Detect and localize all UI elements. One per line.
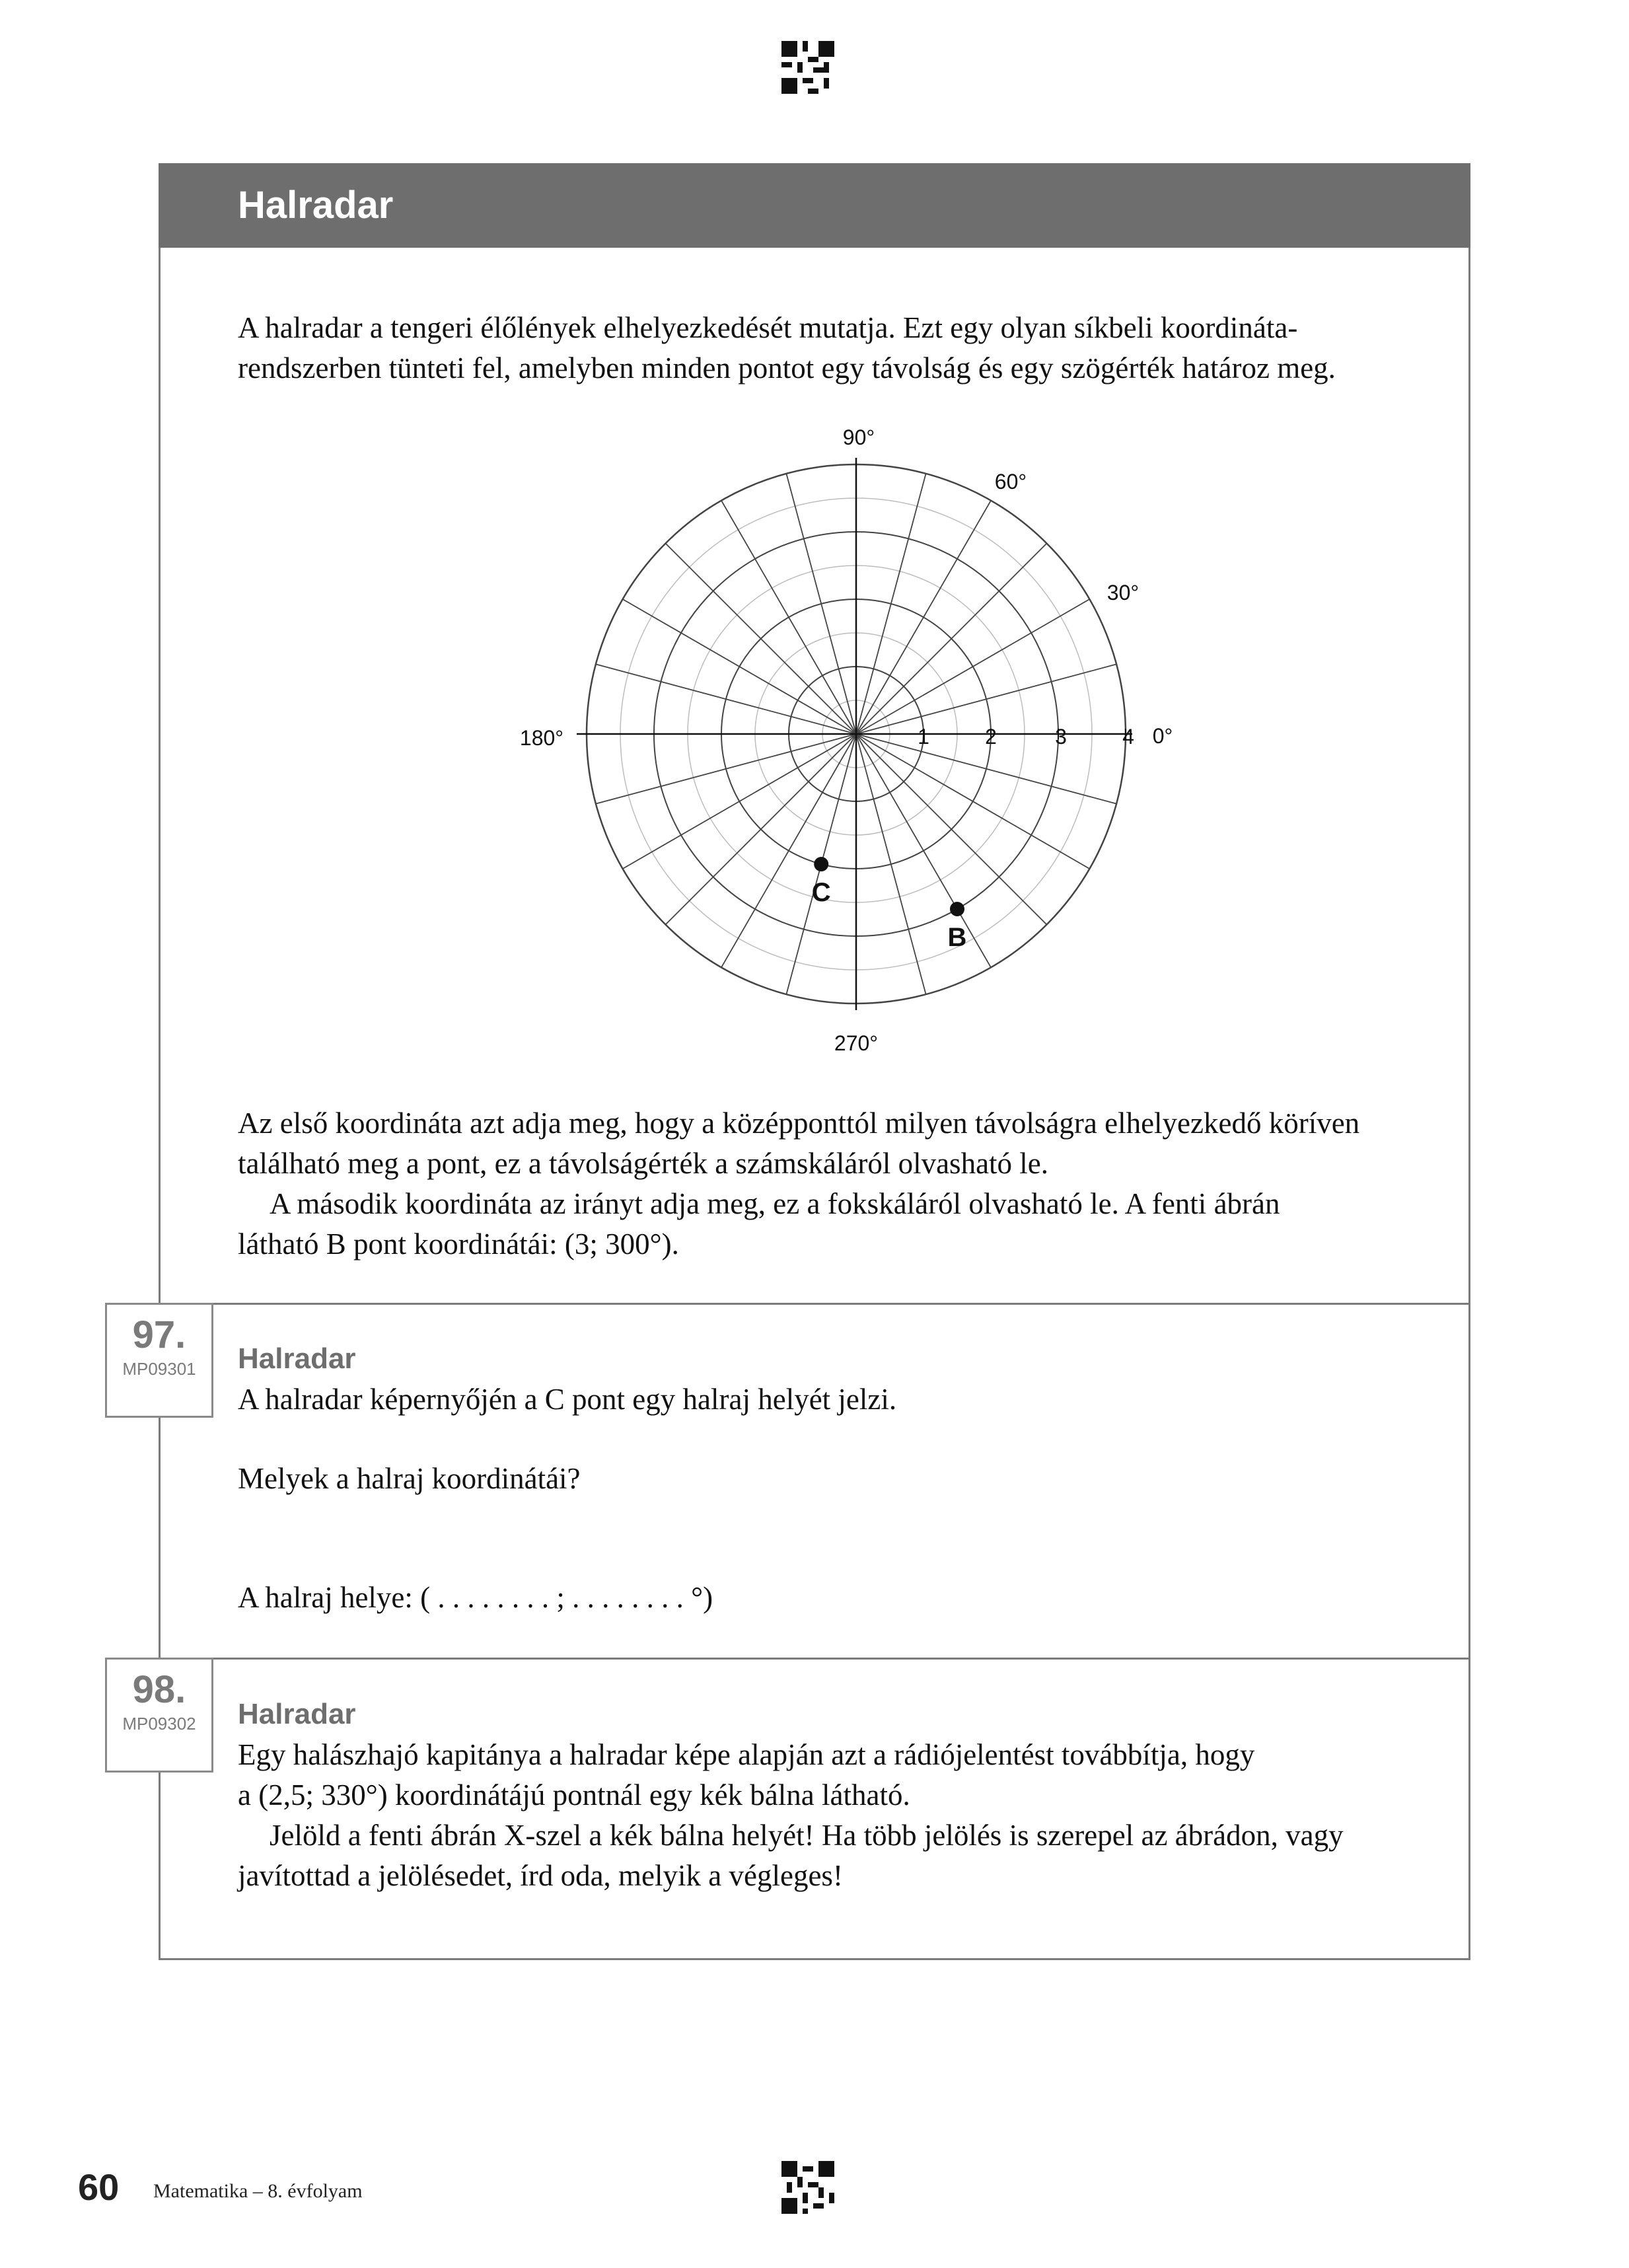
explanation-line-2: található meg a pont, ez a távolságérték a számskáláról olvasható le. (238, 1147, 1049, 1180)
intro-line-1: A halradar a tengeri élőlények elhelyezkedését mutatja. Ezt egy olyan síkbeli koordináta- (238, 311, 1298, 344)
radial-line-30 (856, 599, 1089, 734)
question-97-code: MP09301 (122, 1359, 196, 1379)
explanation-line-1: Az első koordináta azt adja meg, hogy a középponttól milyen távolságra elhelyezkedő köríven (238, 1107, 1360, 1140)
radial-line-300 (856, 734, 991, 967)
intro-line-2: rendszerben tünteti fel, amelyben minden pontot egy távolság és egy szögérték határoz meg. (238, 351, 1336, 384)
question-98-paragraph (238, 1735, 1466, 1896)
point-c-marker (814, 857, 828, 871)
angle-label-90: 90° (842, 425, 875, 449)
explanation-line-4: látható B pont koordinátái: (3; 300°). (238, 1227, 679, 1261)
angle-label-0: 0° (1152, 724, 1173, 748)
radial-line-120 (721, 501, 856, 734)
page-number: 60 (78, 2166, 120, 2208)
point-b-marker (950, 902, 964, 916)
ring-label-2: 2 (985, 725, 997, 749)
question-97-title: Halradar (238, 1342, 356, 1375)
point-c-label: C (811, 878, 831, 908)
radial-line-150 (623, 599, 856, 734)
radial-line-60 (856, 501, 991, 734)
question-98-number-box (105, 1658, 213, 1773)
ring-label-4: 4 (1122, 725, 1134, 749)
footer-subject: Matematika – 8. évfolyam (153, 2180, 363, 2202)
angle-label-60: 60° (994, 470, 1027, 494)
radial-line-195 (596, 734, 856, 804)
separator-98 (159, 1658, 1470, 1660)
polar-radar-diagram (502, 410, 1202, 1070)
radial-line-15 (856, 664, 1116, 734)
question-98-code: MP09302 (122, 1714, 196, 1734)
angle-label-30: 30° (1106, 581, 1140, 604)
explanation-line-3: A második koordináta az irányt adja meg, ez a fokskáláról olvasható le. A fenti ábrán (270, 1187, 1280, 1220)
radial-line-330 (856, 734, 1089, 869)
question-98-line-1: Egy halászhajó kapitánya a halradar képe alapján azt a rádiójelentést továbbítja, hogy (238, 1738, 1255, 1771)
section-title: Halradar (238, 184, 394, 227)
question-97-text-1: A halradar képernyőjén a C pont egy halraj helyét jelzi. (238, 1383, 897, 1416)
radial-line-165 (596, 664, 856, 734)
question-97-answer-field[interactable]: A halraj helye: ( . . . . . . . . ; . . . . . . . . °) (238, 1581, 713, 1614)
radial-line-135 (666, 544, 856, 734)
radial-line-75 (856, 474, 926, 734)
radar-axes (577, 458, 1132, 1010)
section-header (159, 163, 1470, 248)
radial-line-210 (623, 734, 856, 869)
intro-paragraph (238, 308, 1466, 388)
ring-label-1: 1 (918, 725, 929, 749)
ring-label-3: 3 (1055, 725, 1067, 749)
radar-points (812, 857, 967, 952)
question-98-line-4: javítottad a jelölésedet, írd oda, melyik a végleges! (238, 1859, 843, 1892)
radial-line-285 (856, 734, 926, 994)
point-b-label: B (947, 923, 967, 953)
question-98-line-3: Jelöld a fenti ábrán X-szel a kék bálna helyét! Ha több jelölés is szerepel az ábrádon, vagy (270, 1819, 1344, 1852)
radial-line-315 (856, 734, 1046, 924)
radial-line-240 (721, 734, 856, 967)
question-98-title: Halradar (238, 1698, 356, 1730)
angle-label-180: 180° (519, 726, 564, 750)
separator-97 (159, 1303, 1470, 1305)
question-98-number: 98. (132, 1668, 186, 1711)
explanation-paragraph (238, 1103, 1466, 1264)
qr-code-top (781, 41, 834, 94)
question-98-line-2: a (2,5; 330°) koordinátájú pontnál egy kék bálna látható. (238, 1778, 910, 1811)
question-97-number: 97. (132, 1313, 186, 1356)
qr-code-bottom (781, 2161, 834, 2214)
radial-line-45 (856, 544, 1046, 734)
question-97-text-2: Melyek a halraj koordinátái? (238, 1462, 581, 1495)
question-97-number-box (105, 1303, 213, 1418)
radial-line-105 (786, 474, 856, 734)
angle-label-270: 270° (834, 1031, 879, 1055)
